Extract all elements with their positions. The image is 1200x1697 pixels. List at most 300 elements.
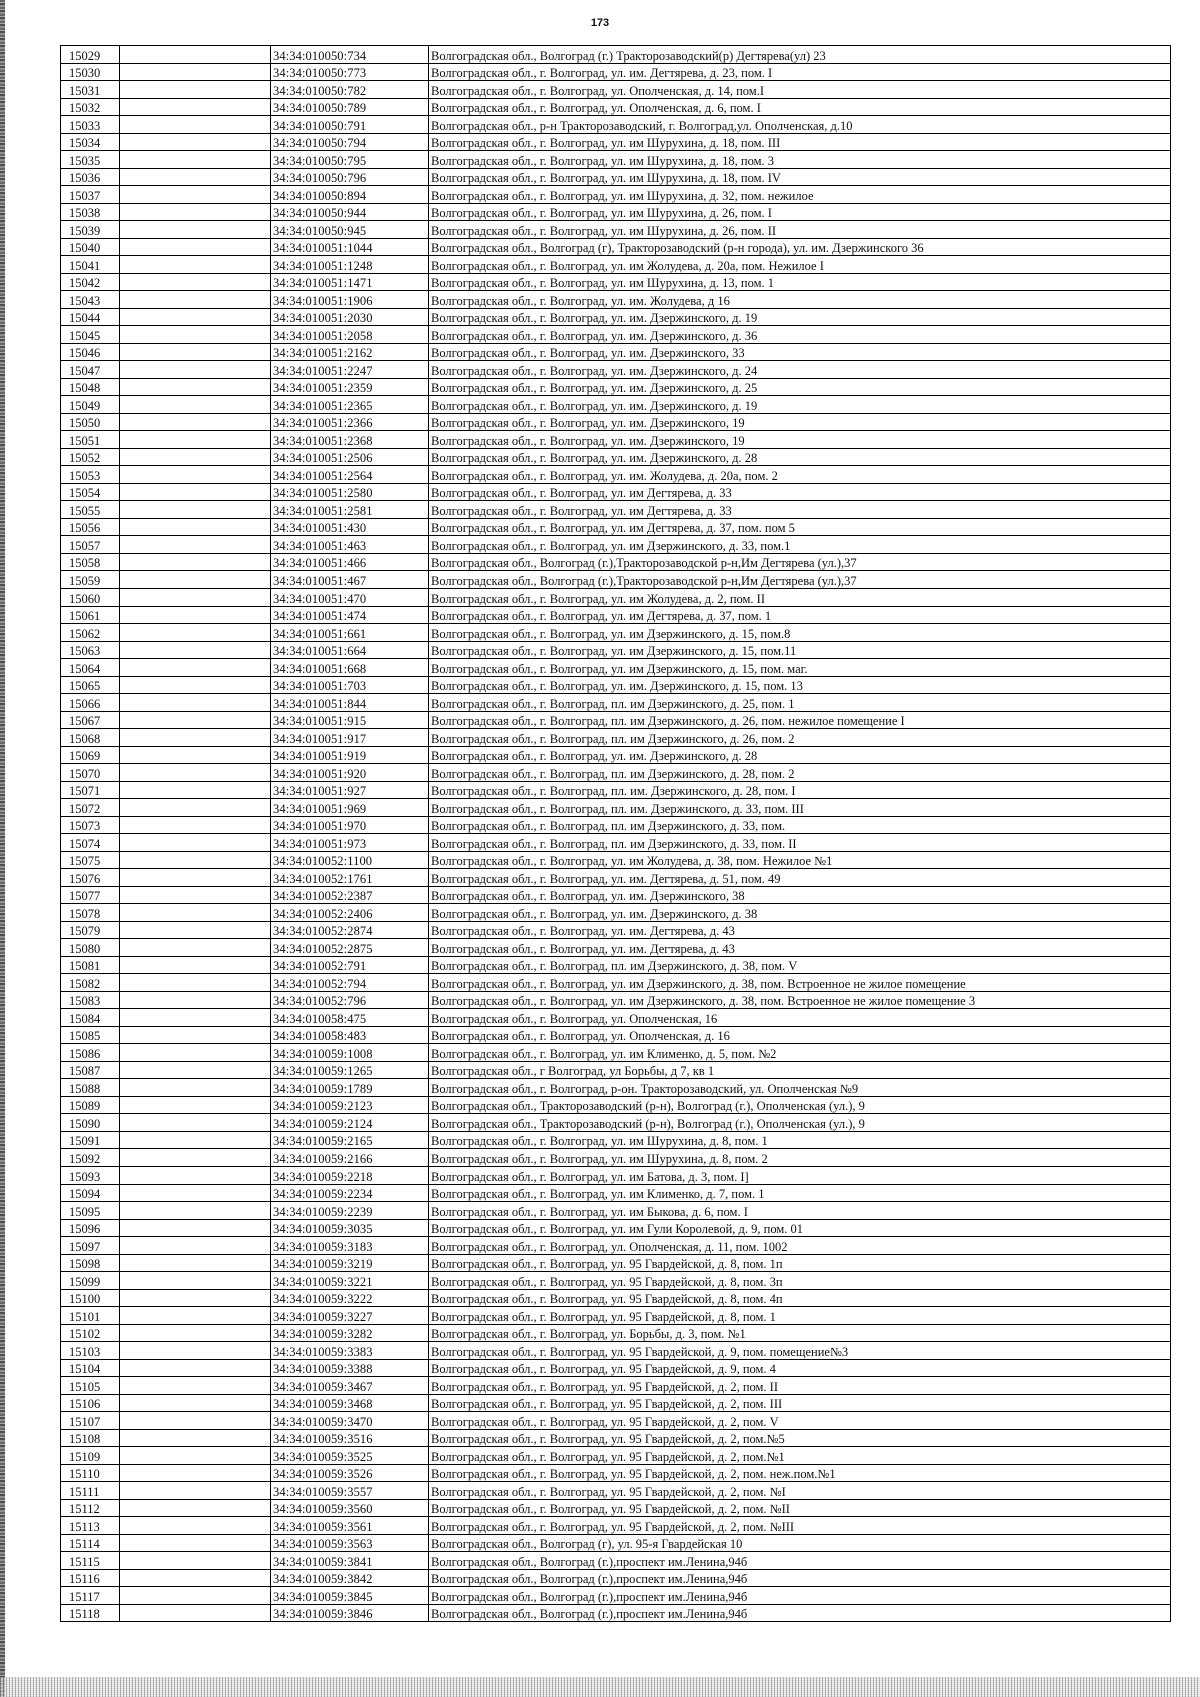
row-empty-cell (120, 553, 271, 571)
row-number: 15049 (61, 396, 120, 414)
address: Волгоградская обл., г. Волгоград, ул. им. Дзержинского, д. 24 (429, 361, 1171, 379)
cadastral-number: 34:34:010051:467 (271, 571, 429, 589)
row-number: 15057 (61, 536, 120, 554)
row-number: 15089 (61, 1096, 120, 1114)
row-number: 15029 (61, 46, 120, 64)
cadastral-number: 34:34:010051:2030 (271, 308, 429, 326)
table-row (61, 974, 1171, 992)
row-empty-cell (120, 151, 271, 169)
row-number: 15045 (61, 326, 120, 344)
cadastral-number: 34:34:010051:1044 (271, 238, 429, 256)
row-number: 15041 (61, 256, 120, 274)
cadastral-number: 34:34:010059:3525 (271, 1447, 429, 1465)
address: Волгоградская обл., г. Волгоград, ул. им. Дзержинского, 19 (429, 431, 1171, 449)
cadastral-number: 34:34:010051:919 (271, 746, 429, 764)
table-row (61, 799, 1171, 817)
row-number: 15100 (61, 1289, 120, 1307)
row-number: 15087 (61, 1061, 120, 1079)
row-empty-cell (120, 1254, 271, 1272)
cadastral-number: 34:34:010059:3468 (271, 1394, 429, 1412)
row-number: 15106 (61, 1394, 120, 1412)
row-number: 15091 (61, 1131, 120, 1149)
table-row (61, 1587, 1171, 1605)
address: Волгоградская обл., Волгоград (г.),Тракторозаводской р-н,Им Дегтярева (ул.),37 (429, 553, 1171, 571)
row-number: 15099 (61, 1272, 120, 1290)
table-row (61, 203, 1171, 221)
row-empty-cell (120, 221, 271, 239)
row-number: 15114 (61, 1534, 120, 1552)
address: Волгоградская обл., г. Волгоград, ул. им Шурухина, д. 8, пом. 1 (429, 1131, 1171, 1149)
row-number: 15068 (61, 729, 120, 747)
row-number: 15067 (61, 711, 120, 729)
row-number: 15093 (61, 1167, 120, 1185)
address: Волгоградская обл., г. Волгоград, ул. им Дзержинского, д. 15, пом.11 (429, 641, 1171, 659)
cadastral-number: 34:34:010052:2406 (271, 904, 429, 922)
table-row (61, 1307, 1171, 1325)
table-row (61, 886, 1171, 904)
row-empty-cell (120, 921, 271, 939)
row-number: 15044 (61, 308, 120, 326)
row-number: 15080 (61, 939, 120, 957)
table-row (61, 361, 1171, 379)
table-row (61, 1534, 1171, 1552)
address: Волгоградская обл., г. Волгоград, ул. им Дзержинского, д. 33, пом.1 (429, 536, 1171, 554)
cadastral-number: 34:34:010050:791 (271, 116, 429, 134)
cadastral-number: 34:34:010052:794 (271, 974, 429, 992)
table-row (61, 1447, 1171, 1465)
row-number: 15048 (61, 378, 120, 396)
row-number: 15112 (61, 1499, 120, 1517)
row-empty-cell (120, 536, 271, 554)
cadastral-number: 34:34:010051:969 (271, 799, 429, 817)
table-row (61, 1219, 1171, 1237)
address: Волгоградская обл., г. Волгоград, ул. Ополченская, д. 14, пом.I (429, 81, 1171, 99)
row-empty-cell (120, 1079, 271, 1097)
row-empty-cell (120, 606, 271, 624)
address: Волгоградская обл., г. Волгоград, ул. им. Дзержинского, д. 28 (429, 746, 1171, 764)
row-empty-cell (120, 518, 271, 536)
cadastral-number: 34:34:010059:3221 (271, 1272, 429, 1290)
row-empty-cell (120, 1342, 271, 1360)
table-row (61, 1114, 1171, 1132)
table-row (61, 1061, 1171, 1079)
row-empty-cell (120, 1587, 271, 1605)
row-empty-cell (120, 729, 271, 747)
cadastral-number: 34:34:010059:3383 (271, 1342, 429, 1360)
row-empty-cell (120, 273, 271, 291)
row-number: 15098 (61, 1254, 120, 1272)
row-number: 15088 (61, 1079, 120, 1097)
row-empty-cell (120, 431, 271, 449)
table-row (61, 1517, 1171, 1535)
address: Волгоградская обл., г. Волгоград, пл. им. Дзержинского, д. 33, пом. III (429, 799, 1171, 817)
row-empty-cell (120, 1569, 271, 1587)
row-number: 15061 (61, 606, 120, 624)
table-row (61, 1342, 1171, 1360)
table-row (61, 1552, 1171, 1570)
table-row (61, 116, 1171, 134)
row-number: 15064 (61, 659, 120, 677)
row-number: 15070 (61, 764, 120, 782)
address: Волгоградская обл., г. Волгоград, ул. им. Дегтярева, д. 51, пом. 49 (429, 869, 1171, 887)
row-number: 15107 (61, 1412, 120, 1430)
address: Волгоградская обл., г. Волгоград, ул. им Шурухина, д. 13, пом. 1 (429, 273, 1171, 291)
address: Волгоградская обл., г. Волгоград, ул. им. Дзержинского, 38 (429, 886, 1171, 904)
table-row (61, 518, 1171, 536)
cadastral-number: 34:34:010051:1906 (271, 291, 429, 309)
cadastral-number: 34:34:010059:2123 (271, 1096, 429, 1114)
cadastral-number: 34:34:010059:3526 (271, 1464, 429, 1482)
row-empty-cell (120, 641, 271, 659)
address: Волгоградская обл., г. Волгоград, пл. им Дзержинского, д. 33, пом. II (429, 834, 1171, 852)
address: Волгоградская обл., Тракторозаводский (р-н), Волгоград (г.), Ополченская (ул.), 9 (429, 1096, 1171, 1114)
address: Волгоградская обл., Волгоград (г.),Тракторозаводской р-н,Им Дегтярева (ул.),37 (429, 571, 1171, 589)
row-empty-cell (120, 1202, 271, 1220)
row-number: 15109 (61, 1447, 120, 1465)
row-empty-cell (120, 694, 271, 712)
address: Волгоградская обл., г. Волгоград, ул. им Дзержинского, д. 15, пом.8 (429, 624, 1171, 642)
table-row (61, 1096, 1171, 1114)
row-number: 15118 (61, 1604, 120, 1622)
row-number: 15062 (61, 624, 120, 642)
row-number: 15097 (61, 1237, 120, 1255)
cadastral-number: 34:34:010051:970 (271, 816, 429, 834)
table-row (61, 501, 1171, 519)
address: Волгоградская обл., г. Волгоград, ул. им. Дегтярева, д. 23, пом. I (429, 63, 1171, 81)
table-row (61, 869, 1171, 887)
row-empty-cell (120, 1272, 271, 1290)
row-empty-cell (120, 659, 271, 677)
row-number: 15060 (61, 588, 120, 606)
cadastral-number: 34:34:010051:2580 (271, 483, 429, 501)
row-number: 15037 (61, 186, 120, 204)
row-empty-cell (120, 501, 271, 519)
table-row (61, 939, 1171, 957)
address: Волгоградская обл., г. Волгоград, ул. им Гули Королевой, д. 9, пом. 01 (429, 1219, 1171, 1237)
cadastral-number: 34:34:010059:3467 (271, 1377, 429, 1395)
cadastral-number: 34:34:010050:789 (271, 98, 429, 116)
address: Волгоградская обл., г. Волгоград, ул. им. Дегтярева, д. 43 (429, 939, 1171, 957)
row-empty-cell (120, 1412, 271, 1430)
table-row (61, 326, 1171, 344)
row-number: 15065 (61, 676, 120, 694)
table-row (61, 186, 1171, 204)
row-empty-cell (120, 396, 271, 414)
row-number: 15102 (61, 1324, 120, 1342)
table-row (61, 676, 1171, 694)
address: Волгоградская обл., г. Волгоград, ул. им. Дзержинского, 33 (429, 343, 1171, 361)
row-number: 15043 (61, 291, 120, 309)
row-number: 15103 (61, 1342, 120, 1360)
row-empty-cell (120, 1289, 271, 1307)
address: Волгоградская обл., г. Волгоград, ул. 95 Гвардейской, д. 8, пом. 1п (429, 1254, 1171, 1272)
cadastral-number: 34:34:010050:782 (271, 81, 429, 99)
row-empty-cell (120, 238, 271, 256)
cadastral-number: 34:34:010059:3841 (271, 1552, 429, 1570)
cadastral-number: 34:34:010051:973 (271, 834, 429, 852)
table-row (61, 1131, 1171, 1149)
row-empty-cell (120, 1131, 271, 1149)
cadastral-number: 34:34:010051:430 (271, 518, 429, 536)
cadastral-number: 34:34:010059:1265 (271, 1061, 429, 1079)
row-number: 15076 (61, 869, 120, 887)
row-empty-cell (120, 291, 271, 309)
cadastral-number: 34:34:010059:2234 (271, 1184, 429, 1202)
cadastral-number: 34:34:010052:796 (271, 991, 429, 1009)
table-row (61, 1464, 1171, 1482)
table-row (61, 1026, 1171, 1044)
address: Волгоградская обл., г. Волгоград, ул. 95 Гвардейской, д. 2, пом. III (429, 1394, 1171, 1412)
address: Волгоградская обл., г. Волгоград, ул. им Батова, д. 3, пом. I] (429, 1167, 1171, 1185)
cadastral-number: 34:34:010050:945 (271, 221, 429, 239)
cadastral-number: 34:34:010052:2875 (271, 939, 429, 957)
table-row (61, 483, 1171, 501)
cadastral-number: 34:34:010051:2162 (271, 343, 429, 361)
row-empty-cell (120, 1499, 271, 1517)
cadastral-number: 34:34:010051:2366 (271, 413, 429, 431)
cadastral-number: 34:34:010051:2359 (271, 378, 429, 396)
row-number: 15039 (61, 221, 120, 239)
row-empty-cell (120, 1044, 271, 1062)
address: Волгоградская обл., г Волгоград, ул Борьбы, д 7, кв 1 (429, 1061, 1171, 1079)
address: Волгоградская обл., г. Волгоград, ул. 95 Гвардейской, д. 8, пом. 1 (429, 1307, 1171, 1325)
row-number: 15047 (61, 361, 120, 379)
row-empty-cell (120, 1447, 271, 1465)
row-number: 15116 (61, 1569, 120, 1587)
table-row (61, 151, 1171, 169)
row-number: 15075 (61, 851, 120, 869)
address: Волгоградская обл., г. Волгоград, ул. им Клименко, д. 5, пом. №2 (429, 1044, 1171, 1062)
cadastral-number: 34:34:010059:3842 (271, 1569, 429, 1587)
table-row (61, 1044, 1171, 1062)
row-empty-cell (120, 308, 271, 326)
table-row (61, 588, 1171, 606)
cadastral-number: 34:34:010051:2564 (271, 466, 429, 484)
table-row (61, 553, 1171, 571)
address: Волгоградская обл., г. Волгоград, ул. им Дзержинского, д. 15, пом. маг. (429, 659, 1171, 677)
row-number: 15084 (61, 1009, 120, 1027)
row-empty-cell (120, 326, 271, 344)
row-empty-cell (120, 483, 271, 501)
row-number: 15038 (61, 203, 120, 221)
cadastral-number: 34:34:010059:3516 (271, 1429, 429, 1447)
address: Волгоградская обл., г. Волгоград, ул. им. Дзержинского, д. 28 (429, 448, 1171, 466)
table-row (61, 466, 1171, 484)
table-row (61, 46, 1171, 64)
row-number: 15078 (61, 904, 120, 922)
row-number: 15036 (61, 168, 120, 186)
row-empty-cell (120, 1359, 271, 1377)
cadastral-number: 34:34:010052:2874 (271, 921, 429, 939)
row-empty-cell (120, 203, 271, 221)
address: Волгоградская обл., г. Волгоград, пл. им Дзержинского, д. 25, пом. 1 (429, 694, 1171, 712)
row-empty-cell (120, 98, 271, 116)
row-empty-cell (120, 1377, 271, 1395)
row-number: 15063 (61, 641, 120, 659)
cadastral-number: 34:34:010059:2239 (271, 1202, 429, 1220)
row-empty-cell (120, 256, 271, 274)
cadastral-number: 34:34:010050:794 (271, 133, 429, 151)
row-number: 15077 (61, 886, 120, 904)
address: Волгоградская обл., г. Волгоград, ул. им Жолудева, д. 20а, пом. Нежилое I (429, 256, 1171, 274)
cadastral-number: 34:34:010051:466 (271, 553, 429, 571)
cadastral-number: 34:34:010059:2218 (271, 1167, 429, 1185)
cadastral-number: 34:34:010052:791 (271, 956, 429, 974)
table-row (61, 1604, 1171, 1622)
table-row (61, 729, 1171, 747)
address: Волгоградская обл., г. Волгоград, ул. им Жолудева, д. 2, пом. II (429, 588, 1171, 606)
table-row (61, 1254, 1171, 1272)
cadastral-number: 34:34:010058:483 (271, 1026, 429, 1044)
row-empty-cell (120, 63, 271, 81)
cadastral-number: 34:34:010050:796 (271, 168, 429, 186)
row-empty-cell (120, 886, 271, 904)
cadastral-number: 34:34:010051:2365 (271, 396, 429, 414)
row-empty-cell (120, 466, 271, 484)
row-number: 15030 (61, 63, 120, 81)
address: Волгоградская обл., г. Волгоград, ул. им Дзержинского, д. 38, пом. Встроенное не жилое помещение 3 (429, 991, 1171, 1009)
table-row (61, 343, 1171, 361)
table-row (61, 1482, 1171, 1500)
address: Волгоградская обл., г. Волгоград, ул. им Клименко, д. 7, пом. 1 (429, 1184, 1171, 1202)
row-empty-cell (120, 711, 271, 729)
row-empty-cell (120, 869, 271, 887)
address: Волгоградская обл., г. Волгоград, ул. им. Дегтярева, д. 43 (429, 921, 1171, 939)
table-row (61, 273, 1171, 291)
row-empty-cell (120, 676, 271, 694)
cadastral-number: 34:34:010052:2387 (271, 886, 429, 904)
row-number: 15108 (61, 1429, 120, 1447)
address: Волгоградская обл., г. Волгоград, ул. 95 Гвардейской, д. 2, пом.№5 (429, 1429, 1171, 1447)
row-empty-cell (120, 1534, 271, 1552)
row-number: 15082 (61, 974, 120, 992)
address: Волгоградская обл., г. Волгоград, ул. 95 Гвардейской, д. 2, пом. №I (429, 1482, 1171, 1500)
row-number: 15035 (61, 151, 120, 169)
row-empty-cell (120, 904, 271, 922)
row-number: 15101 (61, 1307, 120, 1325)
cadastral-number: 34:34:010050:944 (271, 203, 429, 221)
address: Волгоградская обл., г. Волгоград, ул. 95 Гвардейской, д. 9, пом. 4 (429, 1359, 1171, 1377)
row-number: 15090 (61, 1114, 120, 1132)
row-empty-cell (120, 1464, 271, 1482)
address: Волгоградская обл., г. Волгоград, ул. 95 Гвардейской, д. 2, пом. II (429, 1377, 1171, 1395)
table-row (61, 1569, 1171, 1587)
address: Волгоградская обл., Волгоград (г.),проспект им.Ленина,94б (429, 1552, 1171, 1570)
scan-edge-left (0, 0, 5, 1697)
row-empty-cell (120, 588, 271, 606)
table-row (61, 571, 1171, 589)
row-number: 15052 (61, 448, 120, 466)
row-empty-cell (120, 1184, 271, 1202)
table-row (61, 956, 1171, 974)
table-row (61, 378, 1171, 396)
cadastral-number: 34:34:010059:3388 (271, 1359, 429, 1377)
row-number: 15074 (61, 834, 120, 852)
row-empty-cell (120, 799, 271, 817)
row-number: 15033 (61, 116, 120, 134)
address: Волгоградская обл., г. Волгоград, ул. им. Дзержинского, д. 25 (429, 378, 1171, 396)
address: Волгоградская обл., г. Волгоград, ул. 95 Гвардейской, д. 2, пом. №III (429, 1517, 1171, 1535)
table-row (61, 746, 1171, 764)
row-empty-cell (120, 1482, 271, 1500)
table-row (61, 921, 1171, 939)
table-row (61, 851, 1171, 869)
table-row (61, 1184, 1171, 1202)
address: Волгоградская обл., г. Волгоград, пл. им Дзержинского, д. 26, пом. нежилое помещение I (429, 711, 1171, 729)
address: Волгоградская обл., г. Волгоград, ул. им Дегтярева, д. 37, пом. 1 (429, 606, 1171, 624)
cadastral-number: 34:34:010059:3227 (271, 1307, 429, 1325)
row-number: 15073 (61, 816, 120, 834)
cadastral-number: 34:34:010059:3845 (271, 1587, 429, 1605)
row-empty-cell (120, 1167, 271, 1185)
row-empty-cell (120, 1026, 271, 1044)
row-empty-cell (120, 1324, 271, 1342)
row-number: 15056 (61, 518, 120, 536)
row-empty-cell (120, 571, 271, 589)
address: Волгоградская обл., г. Волгоград, ул. им. Дзержинского, д. 36 (429, 326, 1171, 344)
row-empty-cell (120, 1114, 271, 1132)
row-number: 15042 (61, 273, 120, 291)
cadastral-number: 34:34:010051:470 (271, 588, 429, 606)
cadastral-number: 34:34:010051:463 (271, 536, 429, 554)
address: Волгоградская обл., Волгоград (г.),проспект им.Ленина,94б (429, 1569, 1171, 1587)
address: Волгоградская обл., г. Волгоград, ул. им Шурухина, д. 18, пом. IV (429, 168, 1171, 186)
table-row (61, 1237, 1171, 1255)
address: Волгоградская обл., г. Волгоград, ул. им. Дзержинского, д. 19 (429, 308, 1171, 326)
table-row (61, 1429, 1171, 1447)
address: Волгоградская обл., г. Волгоград, ул. им Дегтярева, д. 33 (429, 501, 1171, 519)
cadastral-number: 34:34:010058:475 (271, 1009, 429, 1027)
table-row (61, 1272, 1171, 1290)
cadastral-number: 34:34:010059:2166 (271, 1149, 429, 1167)
row-empty-cell (120, 343, 271, 361)
table-row (61, 1324, 1171, 1342)
table-row (61, 221, 1171, 239)
row-empty-cell (120, 1517, 271, 1535)
cadastral-number: 34:34:010051:668 (271, 659, 429, 677)
cadastral-number: 34:34:010050:734 (271, 46, 429, 64)
table-row (61, 624, 1171, 642)
row-empty-cell (120, 991, 271, 1009)
cadastral-number: 34:34:010051:927 (271, 781, 429, 799)
table-row (61, 98, 1171, 116)
cadastral-number: 34:34:010051:2058 (271, 326, 429, 344)
cadastral-number: 34:34:010059:3183 (271, 1237, 429, 1255)
row-empty-cell (120, 764, 271, 782)
address: Волгоградская обл., Волгоград (г.) Тракторозаводский(р) Дегтярева(ул) 23 (429, 46, 1171, 64)
row-empty-cell (120, 834, 271, 852)
row-number: 15115 (61, 1552, 120, 1570)
address: Волгоградская обл., Тракторозаводский (р-н), Волгоград (г.), Ополченская (ул.), 9 (429, 1114, 1171, 1132)
address: Волгоградская обл., г. Волгоград, ул. 95 Гвардейской, д. 2, пом. V (429, 1412, 1171, 1430)
row-number: 15110 (61, 1464, 120, 1482)
table-row (61, 694, 1171, 712)
row-number: 15113 (61, 1517, 120, 1535)
row-number: 15081 (61, 956, 120, 974)
page-number: 173 (590, 17, 610, 29)
cadastral-number: 34:34:010051:664 (271, 641, 429, 659)
row-empty-cell (120, 186, 271, 204)
row-number: 15117 (61, 1587, 120, 1605)
row-number: 15055 (61, 501, 120, 519)
cadastral-number: 34:34:010059:3470 (271, 1412, 429, 1430)
address: Волгоградская обл., г. Волгоград, ул. им Шурухина, д. 18, пом. 3 (429, 151, 1171, 169)
row-number: 15092 (61, 1149, 120, 1167)
cadastral-number: 34:34:010059:2165 (271, 1131, 429, 1149)
table-row (61, 396, 1171, 414)
address: Волгоградская обл., г. Волгоград, ул. Ополченская, д. 11, пом. 1002 (429, 1237, 1171, 1255)
address: Волгоградская обл., г. Волгоград, ул. им Быкова, д. 6, пом. I (429, 1202, 1171, 1220)
